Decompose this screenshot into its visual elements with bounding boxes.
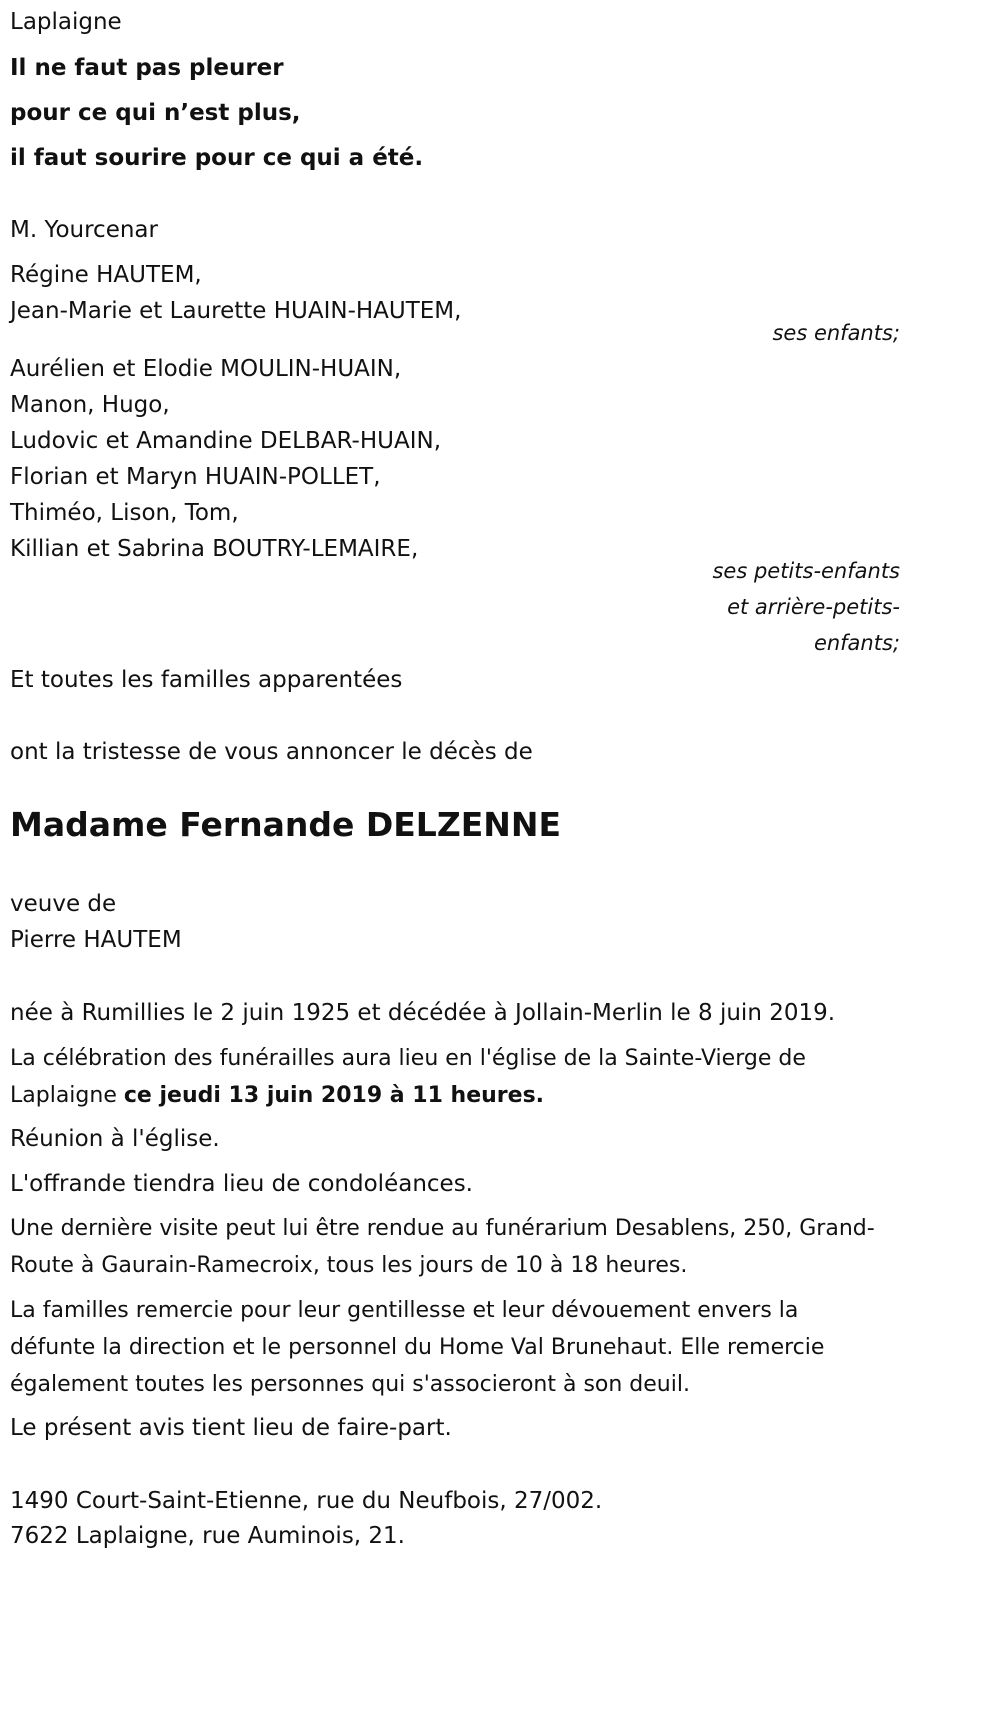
funeral-date: ce jeudi 13 juin 2019 à 11 heures. <box>123 1083 545 1108</box>
meeting-line: Réunion à l'église. <box>10 1126 220 1152</box>
thanks-paragraph: La familles remercie pour leur gentillesse et leur dévouement envers la défunte la direction et le personnel du Home Val Brunehaut. Elle remercie également toutes les personnes qui s'associeront à son deuil. <box>10 1298 825 1397</box>
grandchildren-role-2: et arrière-petits- <box>727 595 900 619</box>
address-line-2: 7622 Laplaigne, rue Auminois, 21. <box>10 1523 405 1549</box>
grandchildren-line-2: Manon, Hugo, <box>10 392 170 418</box>
quote-line-3: il faut sourire pour ce qui a été. <box>10 145 424 171</box>
children-line-1: Régine HAUTEM, <box>10 262 202 288</box>
widow-line-2: Pierre HAUTEM <box>10 927 182 953</box>
grandchildren-role-1: ses petits-enfants <box>712 559 900 583</box>
grandchildren-line-6: Killian et Sabrina BOUTRY-LEMAIRE, <box>10 536 419 562</box>
children-role: ses enfants; <box>772 321 900 345</box>
children-line-2: Jean-Marie et Laurette HUAIN-HAUTEM, <box>10 298 462 324</box>
notice-line: Le présent avis tient lieu de faire-part. <box>10 1415 452 1441</box>
place-name: Laplaigne <box>10 9 122 35</box>
quote-line-1: Il ne faut pas pleurer <box>10 55 284 81</box>
families-line: Et toutes les familles apparentées <box>10 667 403 693</box>
grandchildren-line-5: Thiméo, Lison, Tom, <box>10 500 239 526</box>
grandchildren-line-1: Aurélien et Elodie MOULIN-HUAIN, <box>10 356 402 382</box>
announcement-line: ont la tristesse de vous annoncer le décès de <box>10 739 533 765</box>
funeral-text: La célébration des funérailles aura lieu en l'église de la Sainte-Vierge de Laplaigne <box>10 1046 806 1108</box>
widow-line-1: veuve de <box>10 891 117 917</box>
grandchildren-role-3: enfants; <box>813 631 900 655</box>
birth-death-line: née à Rumillies le 2 juin 1925 et décédée à Jollain-Merlin le 8 juin 2019. <box>10 1000 836 1026</box>
quote-line-2: pour ce qui n’est plus, <box>10 100 301 126</box>
quote-author: M. Yourcenar <box>10 217 158 243</box>
grandchildren-line-4: Florian et Maryn HUAIN-POLLET, <box>10 464 381 490</box>
visit-paragraph: Une dernière visite peut lui être rendue au funérarium Desablens, 250, Grand-Route à Gaurain-Ramecroix, tous les jours de 10 à 18 heures. <box>10 1216 875 1278</box>
offering-line: L'offrande tiendra lieu de condoléances. <box>10 1171 473 1197</box>
address-line-1: 1490 Court-Saint-Etienne, rue du Neufbois, 27/002. <box>10 1488 603 1514</box>
grandchildren-line-3: Ludovic et Amandine DELBAR-HUAIN, <box>10 428 442 454</box>
funeral-paragraph <box>10 1040 890 1114</box>
deceased-name: Madame Fernande DELZENNE <box>10 805 562 844</box>
